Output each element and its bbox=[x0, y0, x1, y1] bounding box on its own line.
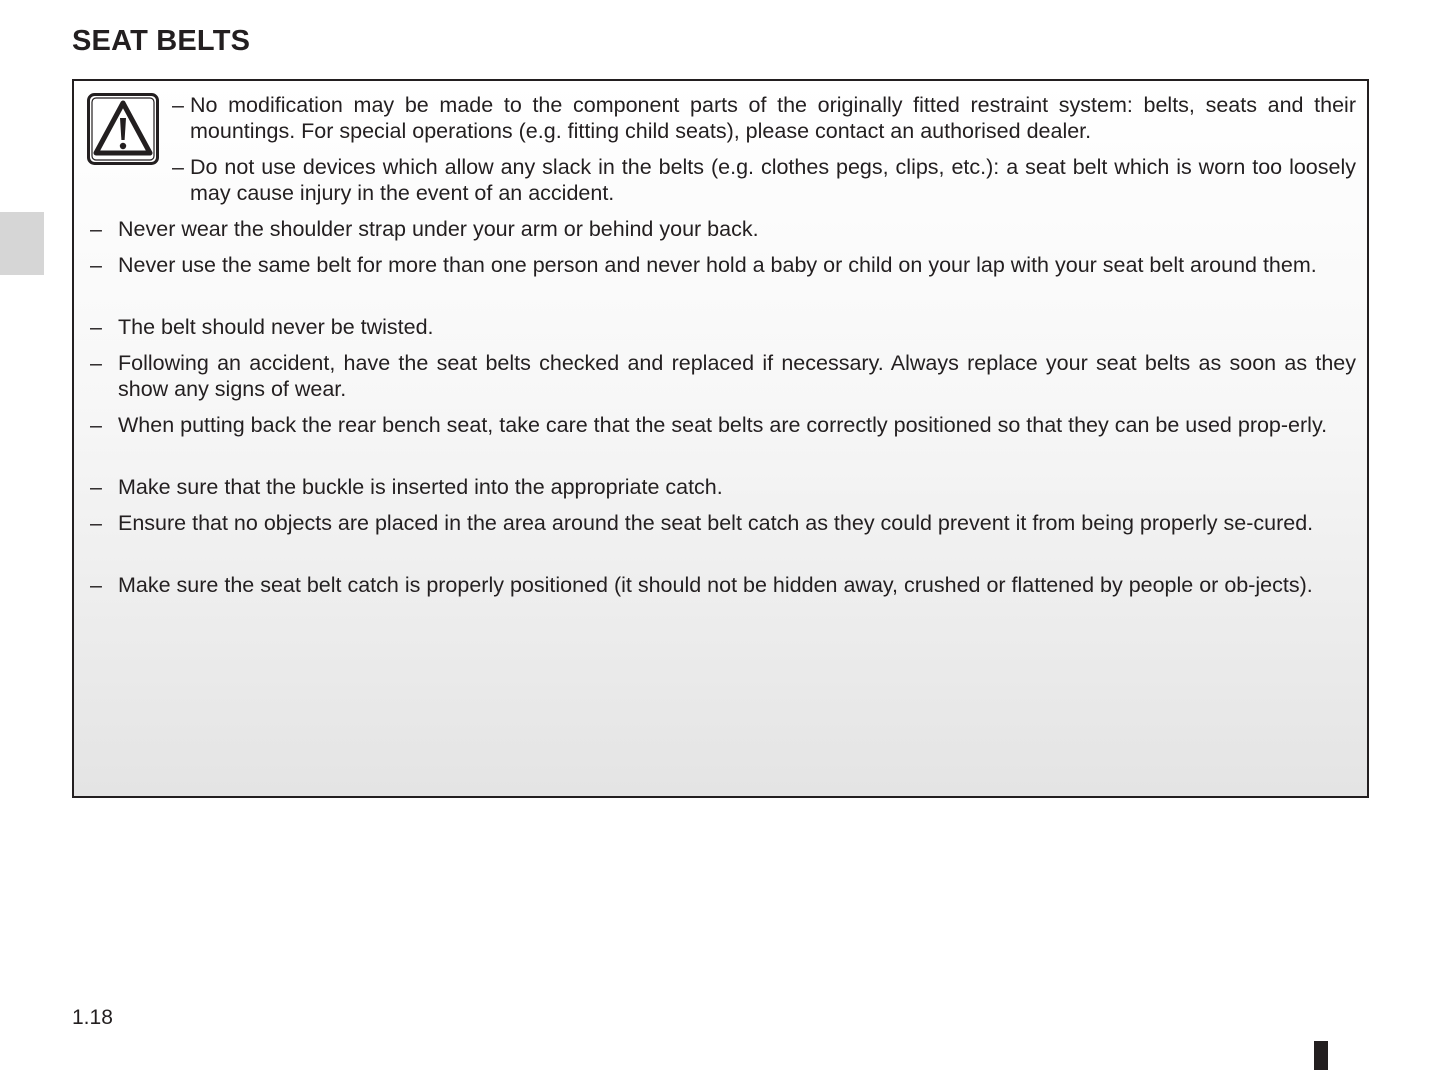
item-dash: – bbox=[90, 351, 102, 375]
item-dash: – bbox=[90, 315, 102, 339]
warning-item bbox=[172, 92, 1356, 144]
warning-item bbox=[90, 350, 1356, 402]
section-tab-marker bbox=[0, 212, 44, 275]
item-text: Make sure the seat belt catch is properly positioned (it should not be hidden away, crushed or flattened by people or ob-jects). bbox=[118, 573, 1313, 597]
item-text: Never wear the shoulder strap under your arm or behind your back. bbox=[118, 217, 759, 241]
warning-item bbox=[90, 474, 1356, 500]
warning-item bbox=[90, 412, 1356, 438]
item-dash: – bbox=[172, 155, 184, 179]
item-text: The belt should never be twisted. bbox=[118, 315, 434, 339]
item-text: Ensure that no objects are placed in the area around the seat belt catch as they could prevent it from being properly se-cured. bbox=[118, 511, 1314, 535]
item-dash: – bbox=[90, 475, 102, 499]
item-text: Never use the same belt for more than one person and never hold a baby or child on your lap with your seat belt around them. bbox=[118, 253, 1317, 277]
warning-item bbox=[90, 314, 1356, 340]
item-dash: – bbox=[172, 93, 184, 117]
warning-box bbox=[72, 79, 1369, 798]
item-dash: – bbox=[90, 573, 102, 597]
item-text: When putting back the rear bench seat, take care that the seat belts are correctly positioned so that they can be used prop-erly. bbox=[118, 413, 1328, 437]
page-title: SEAT BELTS bbox=[72, 25, 251, 57]
warning-item bbox=[90, 216, 1356, 242]
warning-triangle-icon bbox=[87, 93, 159, 165]
item-dash: – bbox=[90, 511, 102, 535]
item-dash: – bbox=[90, 413, 102, 437]
item-dash: – bbox=[90, 217, 102, 241]
page-corner-mark bbox=[1314, 1041, 1328, 1070]
warning-item bbox=[172, 154, 1356, 206]
item-text: Following an accident, have the seat belts checked and replaced if necessary. Always replace your seat belts as soon as they show any signs of wear. bbox=[118, 351, 1356, 401]
warning-item bbox=[90, 572, 1356, 598]
item-dash: – bbox=[90, 253, 102, 277]
warning-item bbox=[90, 510, 1356, 536]
item-text: Make sure that the buckle is inserted into the appropriate catch. bbox=[118, 475, 723, 499]
page-number: 1.18 bbox=[72, 1006, 113, 1029]
item-text: No modification may be made to the component parts of the originally fitted restraint system: belts, seats and their mountings. For special operations (e.g. fitting child seats), please contact an authorised dealer. bbox=[190, 93, 1356, 143]
item-text: Do not use devices which allow any slack in the belts (e.g. clothes pegs, clips, etc.): a seat belt which is worn too loosely may cause injury in the event of an accident. bbox=[190, 155, 1356, 205]
warning-item bbox=[90, 252, 1356, 278]
